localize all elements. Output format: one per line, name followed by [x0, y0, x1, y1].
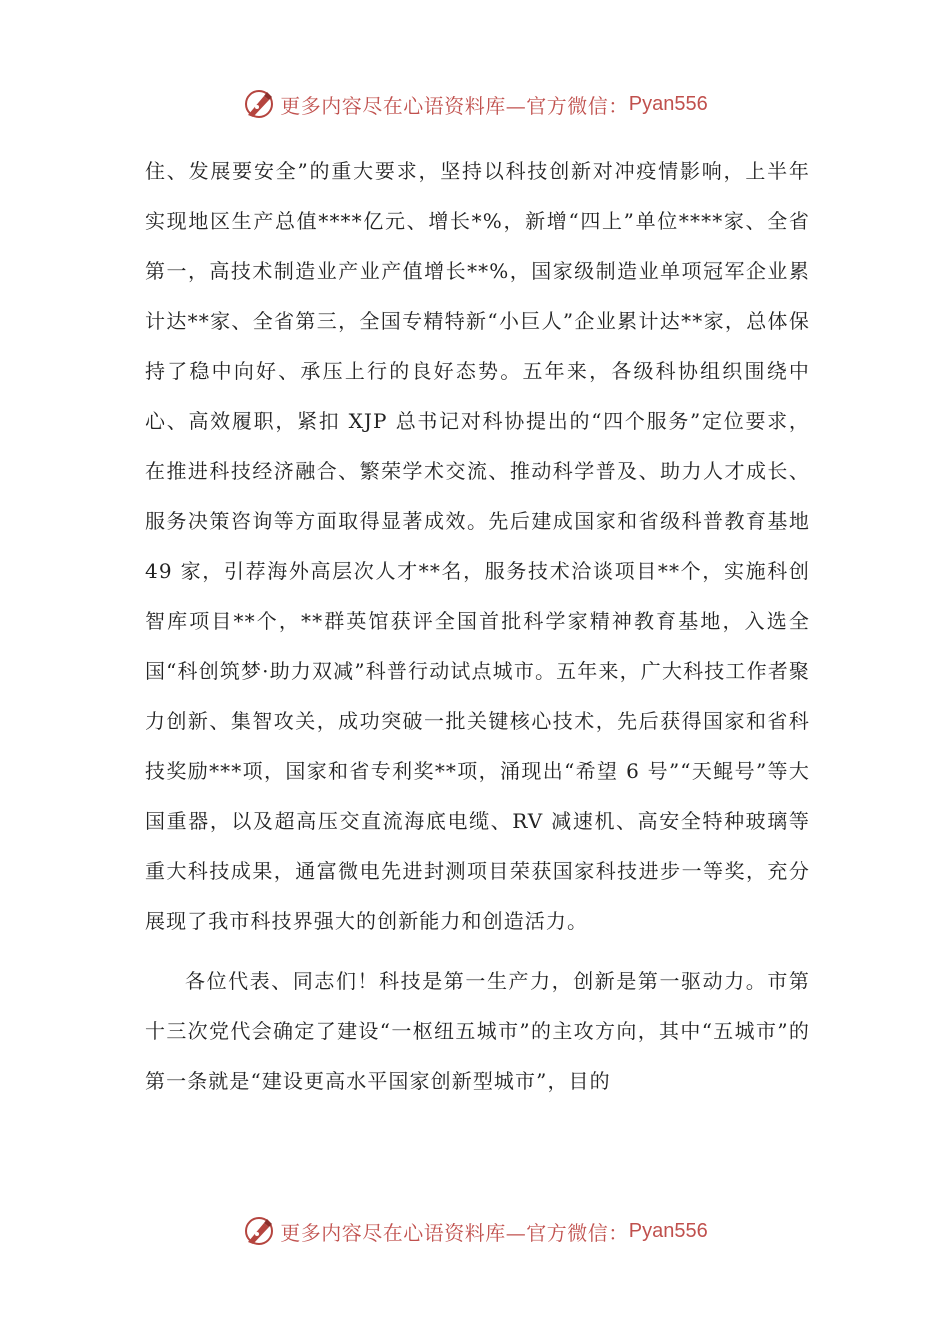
body-paragraph: 各位代表、同志们！科技是第一生产力，创新是第一驱动力。市第十三次党代会确定了建设“一枢纽五城市”的主攻方向，其中“五城市”的第一条就是“建设更高水平国家创新型城市”，目的 — [145, 969, 810, 1093]
pen-nib-logo-icon — [242, 87, 276, 121]
banner-text: 更多内容尽在心语资料库—官方微信： — [280, 93, 629, 118]
document-body — [145, 146, 810, 1106]
footer-banner — [0, 1211, 950, 1251]
banner-wechat-id: Pyan556 — [628, 92, 708, 115]
header-banner — [0, 84, 950, 124]
body-paragraph: 住、发展要安全”的重大要求，坚持以科技创新对冲疫情影响，上半年实现地区生产总值****亿元、增长*%，新增“四上”单位****家、全省第一，高技术制造业产业产值增长**%，国家级制造业单项冠军企业累计达**家、全省第三，全国专精特新“小巨人”企业累计达**家，总体保持了稳中向好、承压上行的良好态势。五年来，各级科协组织围绕中心、高效履职，紧扣 XJP 总书记对科协提出的“四个服务”定位要求，在推进科技经济融合、繁荣学术交流、推动科学普及、助力人才成长、服务决策咨询等方面取得显著成效。先后建成国家和省级科普教育基地 49 家，引荐海外高层次人才**名，服务技术洽谈项目**个，实施科创智库项目**个，**群英馆获评全国首批科学家精神教育基地，入选全国“科创筑梦·助力双减”科普行动试点城市。五年来，广大科技工作者聚力创新、集智攻关，成功突破一批关键核心技术，先后获得国家和省科技奖励***项，国家和省专利奖**项，涌现出“希望 6 号”“天鲲号”等大国重器，以及超高压交直流海底电缆、RV 减速机、高安全特种玻璃等重大科技成果，通富微电先进封测项目荣获国家科技进步一等奖，充分展现了我市科技界强大的创新能力和创造活力。 — [145, 159, 810, 933]
banner-text: 更多内容尽在心语资料库—官方微信： — [280, 1220, 629, 1245]
banner-wechat-id: Pyan556 — [628, 1219, 708, 1242]
pen-nib-logo-icon — [242, 1214, 276, 1248]
